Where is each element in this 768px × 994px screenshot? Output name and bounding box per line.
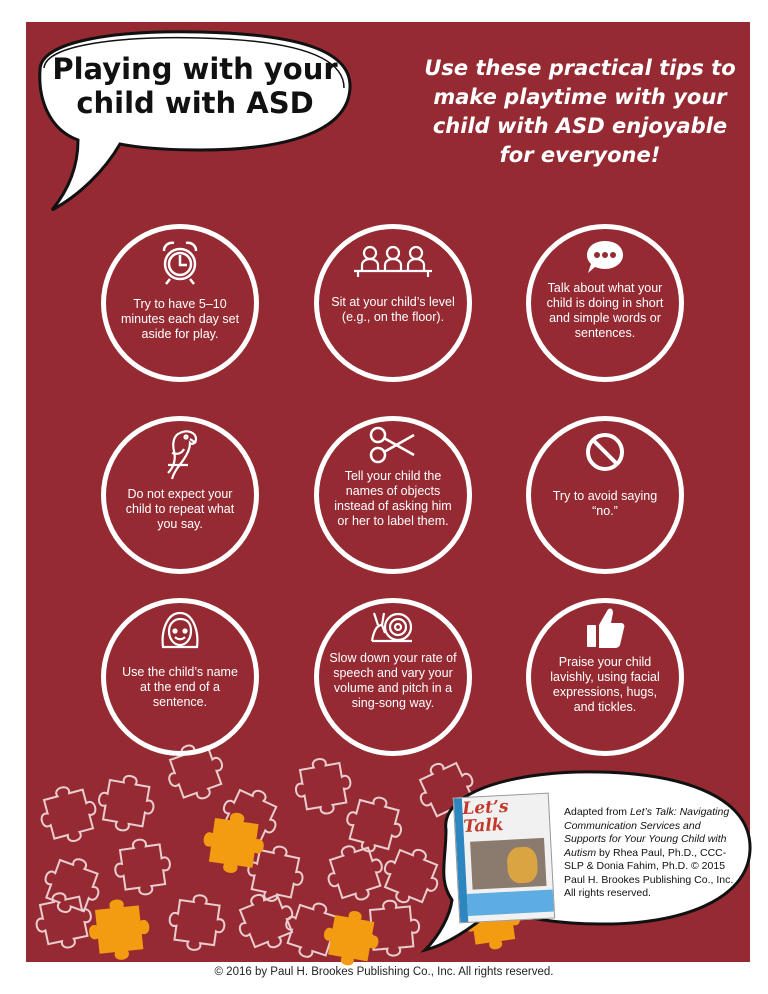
tip-text: Tell your child the names of objects instead of asking him or her to label them. (334, 469, 452, 528)
tip-text: Try to have 5–10 minutes each day set aside for play. (120, 297, 240, 341)
credit-text (564, 806, 744, 901)
book-cover-strip (467, 889, 554, 915)
credit-book-title: Let’s Talk: Navigating Communication Services and Supports for Your Young Child with Autism (564, 806, 730, 859)
book-cover-title: Let’s Talk (461, 796, 509, 838)
tip-text: Praise your child lavishly, using facial expressions, hugs, and tickles. (550, 655, 660, 714)
book-cover-photo-detail (506, 846, 538, 884)
tip-text: Do not expect your child to repeat what you say. (125, 487, 235, 531)
tip-text: Slow down your rate of speech and vary your volume and pitch in a sing-song way. (329, 651, 457, 710)
book-cover (453, 793, 555, 924)
tip-text: Talk about what your child is doing in short and simple words or sentences. (546, 281, 664, 340)
footer-copyright: © 2016 by Paul H. Brookes Publishing Co., Inc. All rights reserved. (214, 966, 554, 978)
intro-text: Use these practical tips to make playtime with your child with ASD enjoyable for everyone! (424, 56, 736, 167)
credit-suffix: by Rhea Paul, Ph.D., CCC-SLP & Donia Fahim, Ph.D. © 2015 Paul H. Brookes Publishing Co., Inc. All rights reserved. (564, 846, 734, 899)
tip-text: Sit at your child’s level (e.g., on the floor). (331, 295, 455, 324)
tip-text: Use the child’s name at the end of a sentence. (122, 665, 238, 709)
credit-prefix: Adapted from (564, 806, 630, 818)
page-title: Playing with your child with ASD (52, 52, 338, 120)
tip-text: Try to avoid saying “no.” (552, 489, 658, 518)
